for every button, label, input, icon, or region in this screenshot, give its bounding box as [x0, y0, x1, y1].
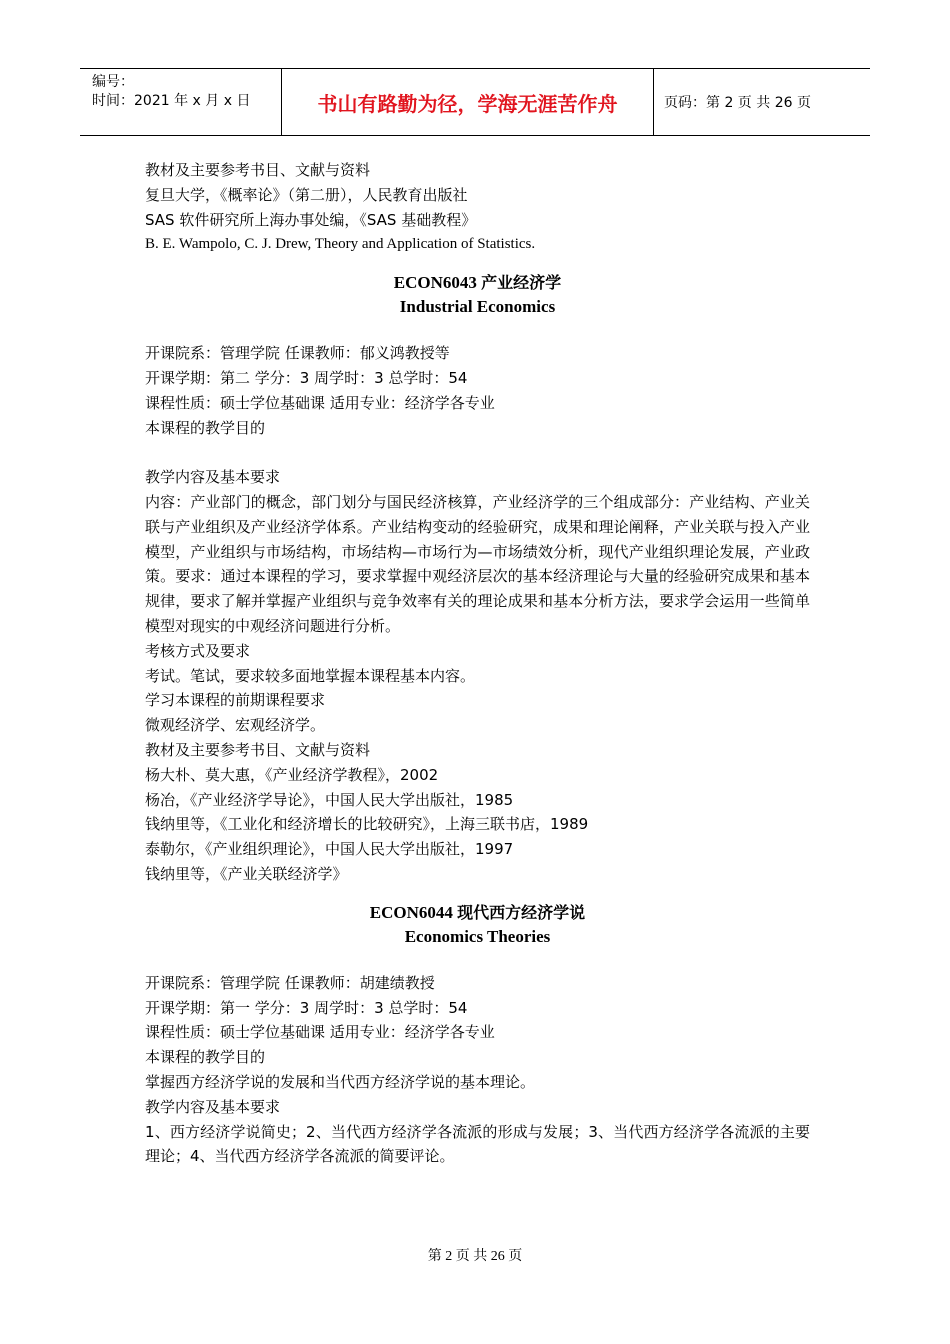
- date-label: 时间：2021 年 x 月 x 日: [92, 93, 251, 109]
- course-name-cn: 产业经济学: [481, 273, 562, 293]
- assess-heading: 考核方式及要求: [145, 641, 251, 660]
- course-term: 开课学期：第一 学分：3 周学时：3 总学时：54: [145, 998, 468, 1017]
- course-title: [145, 271, 810, 295]
- course-name-en: Industrial Economics: [399, 297, 556, 317]
- reference-item: B. E. Wampolo, C. J. Drew, Theory and Application of Statistics.: [145, 236, 536, 253]
- content-heading: 教学内容及基本要求: [145, 1097, 281, 1116]
- page-header: [80, 68, 870, 136]
- assess-text: 考试。笔试，要求较多面地掌握本课程基本内容。: [145, 666, 476, 685]
- header-meta: [80, 69, 282, 135]
- page-footer: 第 2 页 共 26 页: [427, 1249, 523, 1264]
- number-label: 编号：: [92, 74, 134, 90]
- prereq-heading: 学习本课程的前期课程要求: [145, 691, 326, 710]
- refs-heading: 教材及主要参考书目、文献与资料: [145, 161, 371, 179]
- reference-item: 钱纳里等，《产业关联经济学》: [145, 864, 348, 883]
- content-text: 1、西方经济学说简史；2、当代西方经济学各流派的形成与发展；3、当代西方经济学各流派的主要理论；4、当代西方经济学各流派的简要评论。: [145, 1122, 810, 1166]
- document-body: [145, 158, 810, 1169]
- header-motto: 书山有路勤为径，学海无涯苦作舟: [282, 69, 654, 135]
- course-code: ECON6043: [393, 273, 477, 293]
- content-text: 内容：产业部门的概念，部门划分与国民经济核算，产业经济学的三个组成部分：产业结构、产业关联与产业组织及产业经济学体系。产业结构变动的经验研究，成果和理论阐释，产业关联与投入产业模型，产业组织与市场结构，市场结构—市场行为—市场绩效分析，现代产业组织理论发展，产业政策。要求：通过本课程的学习，要求掌握中观经济层次的基本经济理论与大量的经验研究成果和基本规律，要求了解并掌握产业组织与竞争效率有关的理论成果和基本分析方法，要求学会运用一些简单模型对现实的中观经济问题进行分析。: [145, 492, 810, 635]
- course-nature: 课程性质：硕士学位基础课 适用专业：经济学各专业: [145, 1023, 495, 1042]
- reference-item: 杨冶，《产业经济学导论》，中国人民大学出版社，1985: [145, 790, 514, 809]
- course-code: ECON6044: [369, 902, 453, 922]
- header-page-info: 页码：第 2 页 共 26 页: [664, 95, 811, 111]
- content-heading: 教学内容及基本要求: [145, 468, 281, 487]
- purpose-heading: 本课程的教学目的: [145, 1048, 266, 1067]
- purpose-text: 掌握西方经济学说的发展和当代西方经济学说的基本理论。: [145, 1072, 536, 1091]
- reference-item: SAS 软件研究所上海办事处编，《SAS 基础教程》: [145, 210, 477, 229]
- course-term: 开课学期：第二 学分：3 周学时：3 总学时：54: [145, 368, 468, 387]
- course-dept: 开课院系：管理学院 任课教师：郁义鸿教授等: [145, 344, 450, 363]
- reference-item: 杨大朴、莫大惠，《产业经济学教程》，2002: [145, 765, 439, 784]
- course-dept: 开课院系：管理学院 任课教师：胡建绩教授: [145, 973, 435, 992]
- course-nature: 课程性质：硕士学位基础课 适用专业：经济学各专业: [145, 393, 495, 412]
- course-title: [145, 901, 810, 925]
- reference-item: 复旦大学，《概率论》（第二册），人民教育出版社: [145, 185, 468, 204]
- reference-item: 钱纳里等，《工业化和经济增长的比较研究》，上海三联书店，1989: [145, 815, 589, 834]
- reference-item: 泰勒尔，《产业组织理论》，中国人民大学出版社，1997: [145, 840, 514, 859]
- refs-heading: 教材及主要参考书目、文献与资料: [145, 740, 371, 759]
- purpose-heading: 本课程的教学目的: [145, 418, 266, 437]
- course-name-cn: 现代西方经济学说: [457, 902, 586, 922]
- prereq-text: 微观经济学、宏观经济学。: [145, 716, 326, 735]
- course-name-en: Economics Theories: [404, 926, 551, 946]
